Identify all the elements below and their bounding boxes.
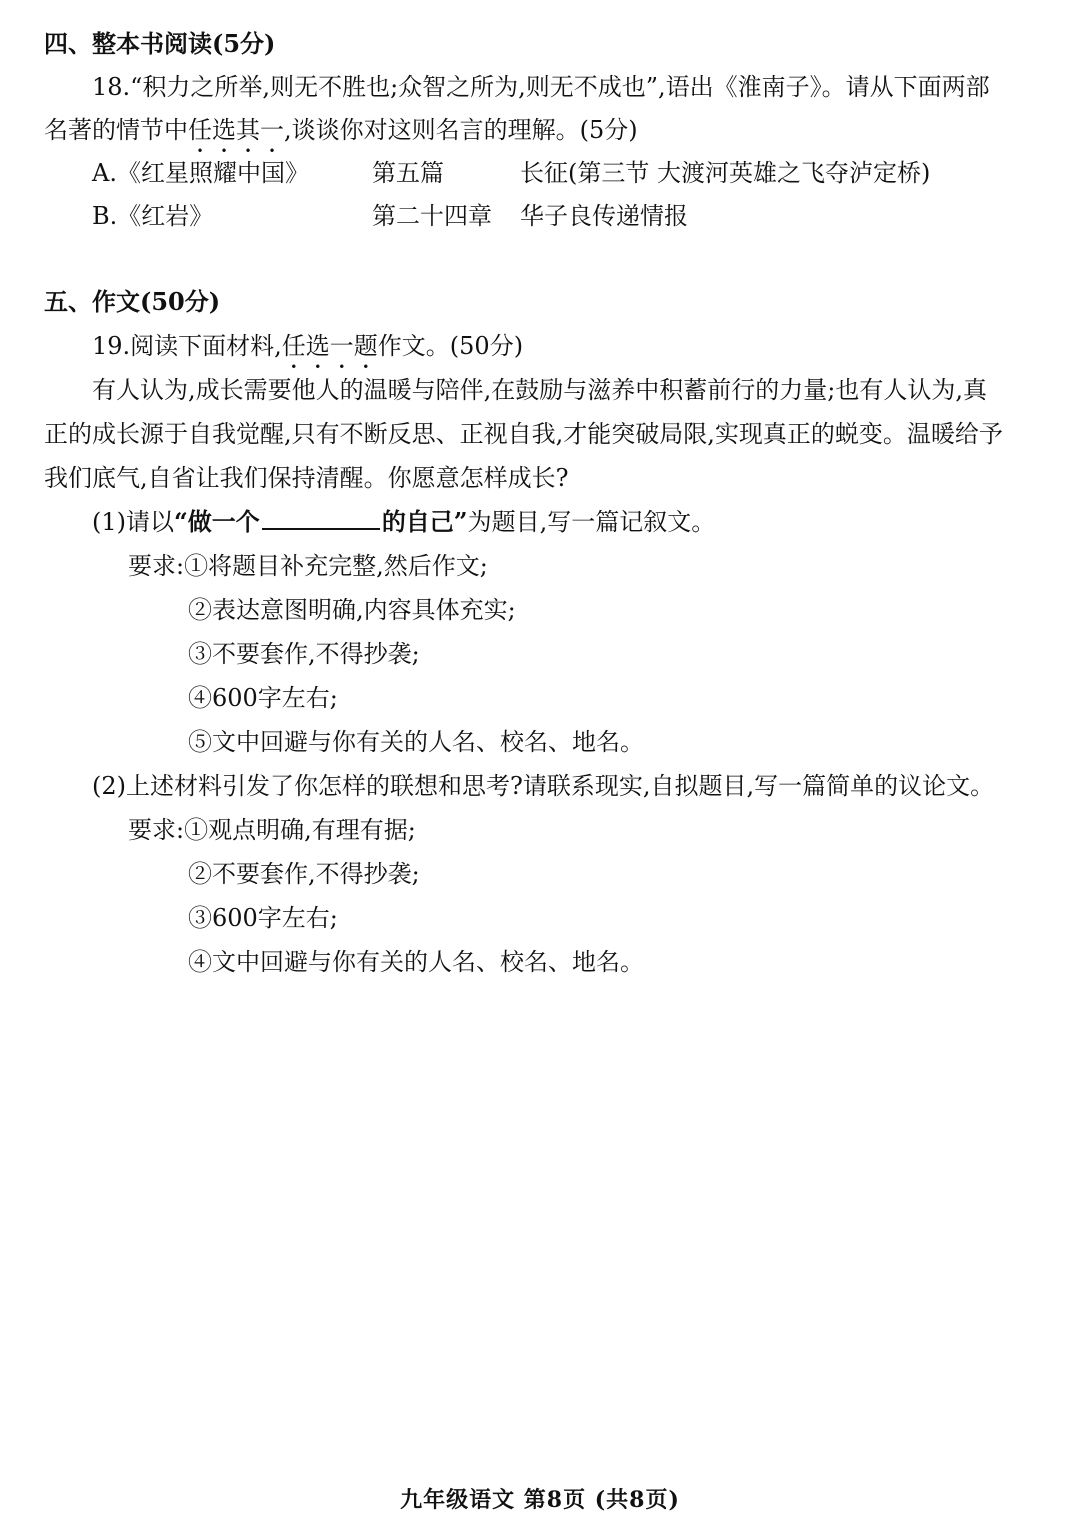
q19-emphasis: 任选一题 <box>281 332 378 360</box>
material-line-3: 我们底气,自省让我们保持清醒。你愿意怎样成长? <box>44 464 569 492</box>
section-heading: 四、整本书阅读(5分) <box>44 29 276 58</box>
q19-text: 19.阅读下面材料, <box>92 332 282 360</box>
task-2: (2)上述材料引发了你怎样的联想和思考?请联系现实,自拟题目,写一篇简单的议论文。 <box>92 772 995 800</box>
option-part: 第五篇 <box>372 159 444 187</box>
q18-text-end: ,谈谈你对这则名言的理解。(5分) <box>284 116 638 144</box>
section-heading: 五、作文(50分) <box>44 287 221 316</box>
title-blank <box>262 506 380 530</box>
task-1-lead: (1)请以 <box>92 508 174 536</box>
task-1 <box>92 506 715 538</box>
requirement-item: ④600字左右; <box>188 684 338 712</box>
requirement-item: ②不要套作,不得抄袭; <box>188 860 420 888</box>
q19-text-end: 作文。(50分) <box>377 332 524 360</box>
q18-text: 名著的情节中 <box>44 116 188 144</box>
requirement-item: ②表达意图明确,内容具体充实; <box>188 596 516 624</box>
option-content: 华子良传递情报 <box>520 202 688 230</box>
requirement-item: ③600字左右; <box>188 904 338 932</box>
essay-title-end: 的自己” <box>381 507 468 536</box>
material-line-2: 正的成长源于自我觉醒,只有不断反思、正视自我,才能突破局限,实现真正的蜕变。温暖给予 <box>44 420 1003 448</box>
requirement <box>128 814 416 846</box>
essay-title-start: “做一个 <box>174 507 260 536</box>
page-footer: 九年级语文 第8页 (共8页) <box>400 1487 680 1513</box>
option-part: 第二十四章 <box>372 202 492 230</box>
option-content: 长征(第三节 大渡河英雄之飞夺泸定桥) <box>520 159 931 187</box>
task-1-instruction: 为题目,写一篇记叙文。 <box>467 508 716 536</box>
option-book: A.《红星照耀中国》 <box>92 159 309 187</box>
requirement-item: ③不要套作,不得抄袭; <box>188 640 420 668</box>
question-19 <box>92 330 523 374</box>
option-book: B.《红岩》 <box>92 202 214 230</box>
requirement-label: 要求: <box>128 816 185 844</box>
requirement-item: ④文中回避与你有关的人名、校名、地名。 <box>188 948 644 976</box>
requirement-item: ①将题目补充完整,然后作文; <box>184 552 488 580</box>
requirement <box>128 550 488 582</box>
q18-emphasis: 任选其一 <box>188 116 284 144</box>
question-18-line-2 <box>44 114 638 158</box>
question-18-line-1: 18.“积力之所举,则无不胜也;众智之所为,则无不成也”,语出《淮南子》。请从下面两部 <box>92 73 990 101</box>
material-line-1: 有人认为,成长需要他人的温暖与陪伴,在鼓励与滋养中积蓄前行的力量;也有人认为,真 <box>92 376 987 404</box>
requirement-item: ①观点明确,有理有据; <box>184 816 416 844</box>
requirement-item: ⑤文中回避与你有关的人名、校名、地名。 <box>188 728 644 756</box>
requirement-label: 要求: <box>128 552 185 580</box>
